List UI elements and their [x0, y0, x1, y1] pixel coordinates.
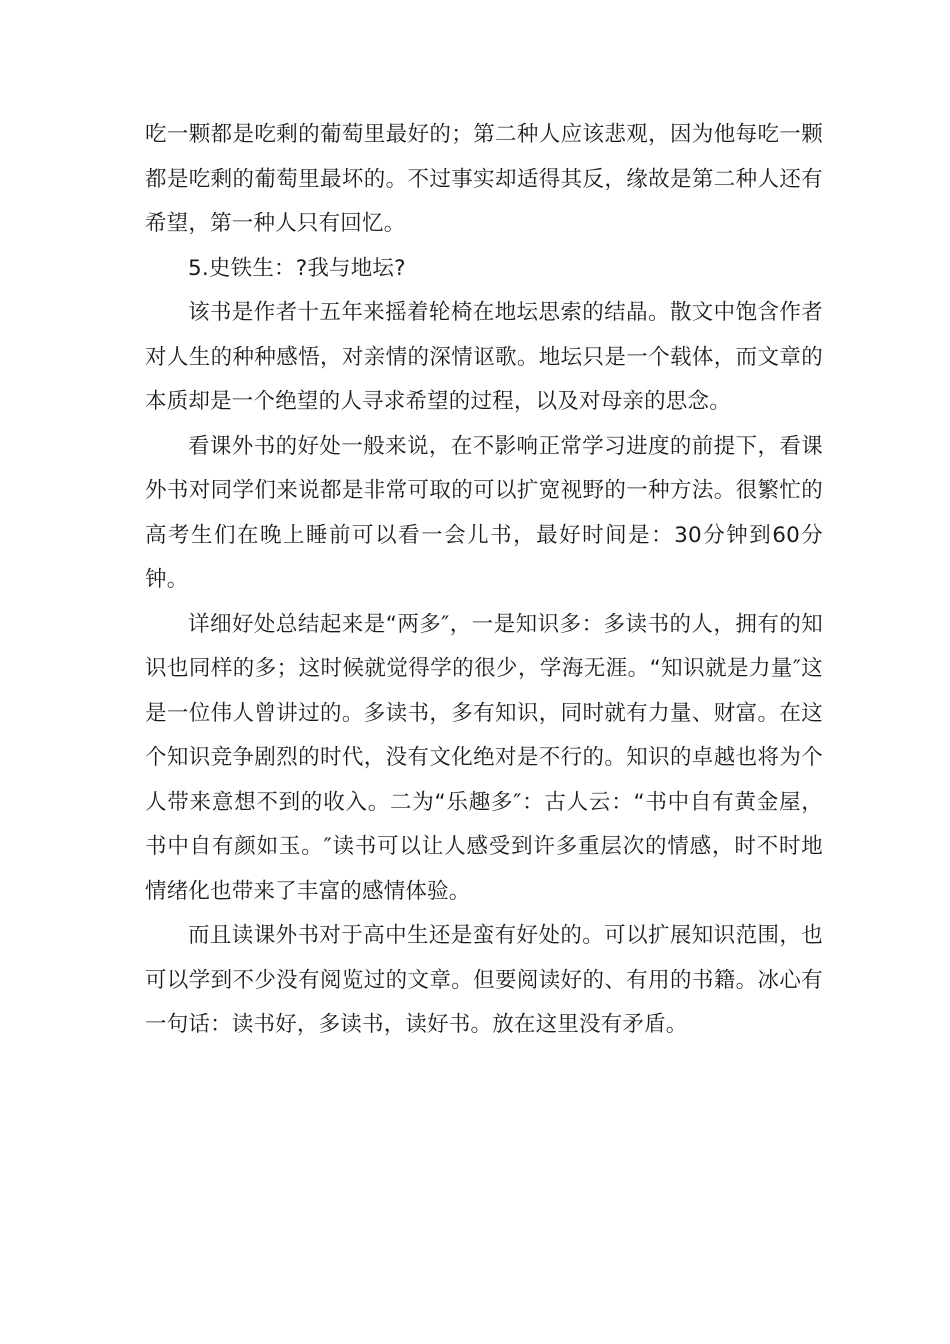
paragraph-two-benefits: 详细好处总结起来是“两多″，一是知识多：多读书的人，拥有的知识也同样的多；这时候就觉得学的很少，学海无涯。“知识就是力量″这是一位伟人曾讲过的。多读书，多有知识，同时就有力量、财富。在这个知识竞争剧烈的时代，没有文化绝对是不行的。知识的卓越也将为个人带来意想不到的收入。二为“乐趣多″：古人云：“书中自有黄金屋，书中自有颜如玉。″读书可以让人感受到许多重层次的情感，时不时地情绪化也带来了丰富的感情体验。: [145, 611, 823, 904]
document-body: [145, 113, 823, 1048]
paragraph-ditan-summary: 该书是作者十五年来摇着轮椅在地坛思索的结晶。散文中饱含作者对人生的种种感悟，对亲情的深情讴歌。地坛只是一个载体，而文章的本质却是一个绝望的人寻求希望的过程，以及对母亲的思念。: [145, 300, 823, 414]
paragraph-grapes-continuation: 吃一颗都是吃剩的葡萄里最好的；第二种人应该悲观，因为他每吃一颗都是吃剩的葡萄里最坏的。不过事实却适得其反，缘故是第二种人还有希望，第一种人只有回忆。: [145, 122, 823, 236]
section-heading-shi-tiesheng: 5.史铁生：?我与地坛?: [188, 255, 406, 281]
paragraph-reading-benefits-intro: 看课外书的好处一般来说，在不影响正常学习进度的前提下，看课外书对同学们来说都是非常可取的可以扩宽视野的一种方法。很繁忙的高考生们在晚上睡前可以看一会儿书，最好时间是：30分钟到60分钟。: [145, 433, 823, 592]
paragraph-conclusion: 而且读课外书对于高中生还是蛮有好处的。可以扩展知识范围，也可以学到不少没有阅览过的文章。但要阅读好的、有用的书籍。冰心有一句话：读书好，多读书，读好书。放在这里没有矛盾。: [145, 923, 823, 1037]
